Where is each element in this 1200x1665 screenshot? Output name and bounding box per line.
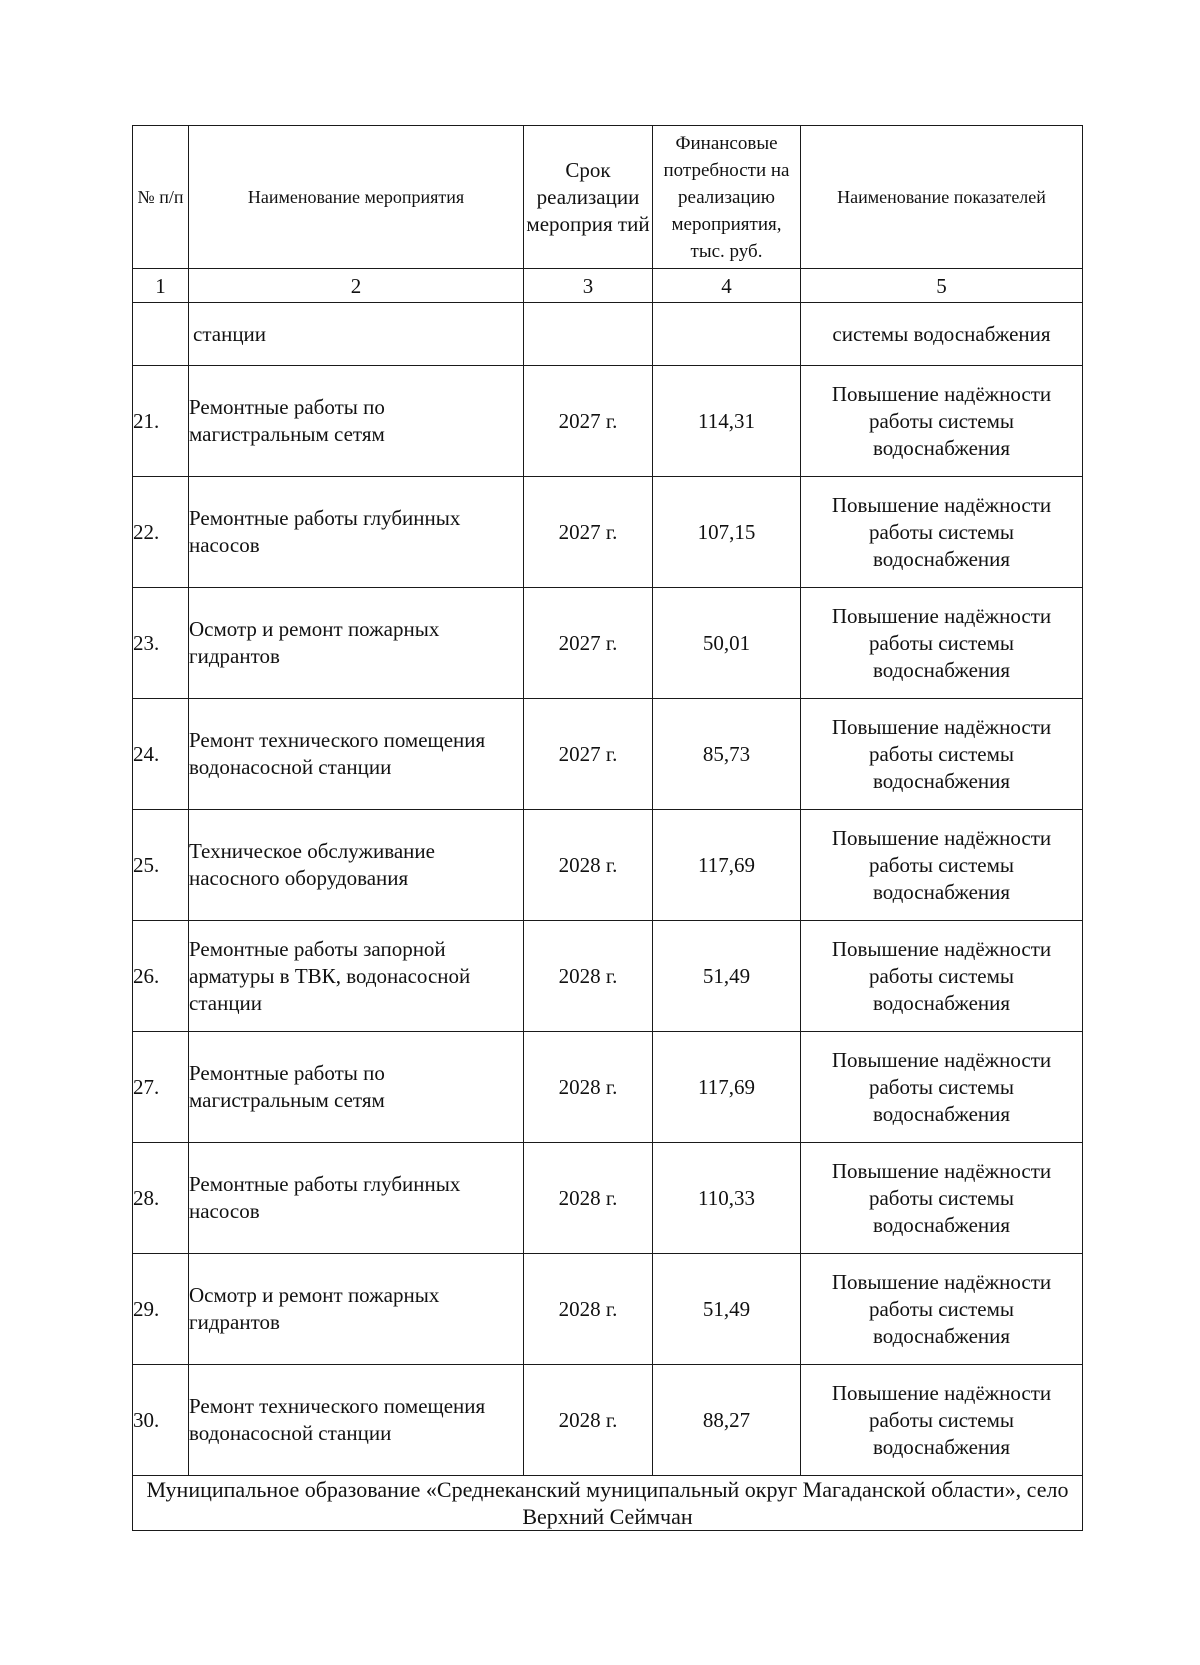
header-name: Наименование мероприятия [189, 126, 524, 269]
cell-term: 2027 г. [524, 477, 653, 588]
cell-no: 25. [133, 810, 189, 921]
cell-term: 2028 г. [524, 921, 653, 1032]
column-number-row [133, 269, 1083, 303]
cell-no: 21. [133, 366, 189, 477]
cell-name: Осмотр и ремонт пожарных гидрантов [189, 1254, 524, 1365]
cell-indicator: Повышение надёжности работы системы водоснабжения [801, 477, 1083, 588]
cell-term: 2027 г. [524, 588, 653, 699]
cell-no: 24. [133, 699, 189, 810]
cell-name: Ремонтные работы по магистральным сетям [189, 366, 524, 477]
cell-cost: 114,31 [653, 366, 801, 477]
cell-no: 23. [133, 588, 189, 699]
header-cost: Финансовые потребности на реализацию мероприятия, тыс. руб. [653, 126, 801, 269]
table-row [133, 1254, 1083, 1365]
cell-term: 2028 г. [524, 1143, 653, 1254]
cell-cost: 107,15 [653, 477, 801, 588]
cell-name: Ремонтные работы по магистральным сетям [189, 1032, 524, 1143]
cell-cost [653, 303, 801, 366]
table-row [133, 588, 1083, 699]
cell-term: 2028 г. [524, 1365, 653, 1476]
cell-indicator: Повышение надёжности работы системы водоснабжения [801, 1254, 1083, 1365]
cell-term [524, 303, 653, 366]
cell-indicator: Повышение надёжности работы системы водоснабжения [801, 921, 1083, 1032]
footer-row [133, 1476, 1083, 1531]
cell-no: 27. [133, 1032, 189, 1143]
cell-indicator: Повышение надёжности работы системы водоснабжения [801, 810, 1083, 921]
table-row [133, 1143, 1083, 1254]
cell-no: 26. [133, 921, 189, 1032]
cell-no: 28. [133, 1143, 189, 1254]
cell-name: Ремонт технического помещения водонасосной станции [189, 1365, 524, 1476]
table-row [133, 366, 1083, 477]
cell-indicator: Повышение надёжности работы системы водоснабжения [801, 1143, 1083, 1254]
cell-indicator: Повышение надёжности работы системы водоснабжения [801, 366, 1083, 477]
table-row [133, 477, 1083, 588]
municipality-footer: Муниципальное образование «Среднеканский муниципальный округ Магаданской области», село Верхний Сеймчан [133, 1476, 1083, 1531]
cell-term: 2028 г. [524, 810, 653, 921]
cell-name: Техническое обслуживание насосного оборудования [189, 810, 524, 921]
activities-table [132, 125, 1083, 1531]
cell-cost: 85,73 [653, 699, 801, 810]
cell-name: Ремонтные работы запорной арматуры в ТВК, водонасосной станции [189, 921, 524, 1032]
cell-cost: 117,69 [653, 1032, 801, 1143]
cell-indicator: Повышение надёжности работы системы водоснабжения [801, 1032, 1083, 1143]
cell-no [133, 303, 189, 366]
header-no: № п/п [133, 126, 189, 269]
column-number: 4 [653, 269, 801, 303]
column-number: 1 [133, 269, 189, 303]
cell-term: 2027 г. [524, 699, 653, 810]
cell-cost: 51,49 [653, 1254, 801, 1365]
cell-no: 29. [133, 1254, 189, 1365]
cell-cost: 88,27 [653, 1365, 801, 1476]
cell-term: 2027 г. [524, 366, 653, 477]
cell-cost: 50,01 [653, 588, 801, 699]
column-number: 5 [801, 269, 1083, 303]
cell-indicator: Повышение надёжности работы системы водоснабжения [801, 588, 1083, 699]
cell-cost: 51,49 [653, 921, 801, 1032]
cell-cost: 110,33 [653, 1143, 801, 1254]
continuation-row [133, 303, 1083, 366]
table-row [133, 1365, 1083, 1476]
cell-name: Ремонтные работы глубинных насосов [189, 1143, 524, 1254]
cell-cost: 117,69 [653, 810, 801, 921]
cell-indicator: системы водоснабжения [801, 303, 1083, 366]
cell-indicator: Повышение надёжности работы системы водоснабжения [801, 1365, 1083, 1476]
table-header-row [133, 126, 1083, 269]
header-term: Срок реализации мероприя тий [524, 126, 653, 269]
table-row [133, 699, 1083, 810]
column-number: 3 [524, 269, 653, 303]
table-row [133, 921, 1083, 1032]
table-row [133, 810, 1083, 921]
column-number: 2 [189, 269, 524, 303]
cell-name: станции [189, 303, 524, 366]
cell-term: 2028 г. [524, 1254, 653, 1365]
table-row [133, 1032, 1083, 1143]
cell-indicator: Повышение надёжности работы системы водоснабжения [801, 699, 1083, 810]
cell-name: Ремонт технического помещения водонасосной станции [189, 699, 524, 810]
cell-term: 2028 г. [524, 1032, 653, 1143]
cell-no: 22. [133, 477, 189, 588]
cell-name: Осмотр и ремонт пожарных гидрантов [189, 588, 524, 699]
header-indicators: Наименование показателей [801, 126, 1083, 269]
cell-no: 30. [133, 1365, 189, 1476]
cell-name: Ремонтные работы глубинных насосов [189, 477, 524, 588]
